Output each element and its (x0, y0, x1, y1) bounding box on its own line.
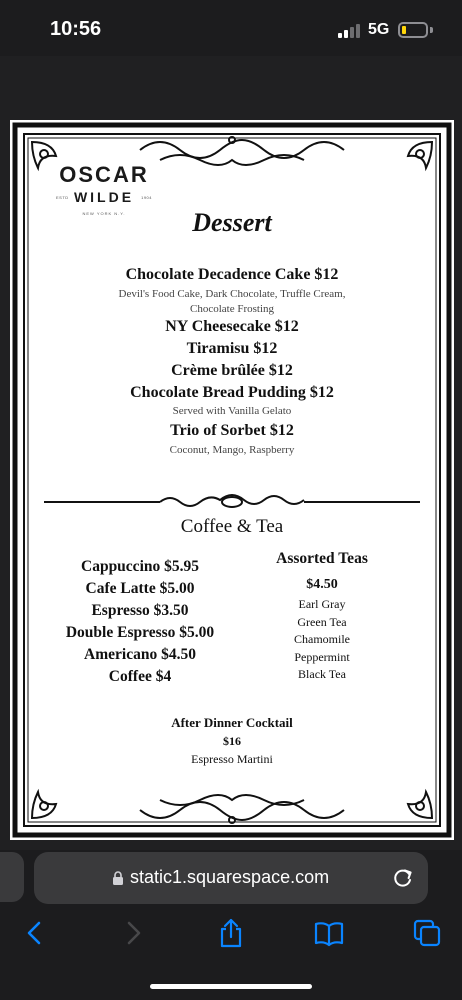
status-time: 10:56 (50, 18, 102, 40)
status-bar (0, 0, 462, 56)
previous-tab-peek[interactable] (0, 852, 24, 902)
tabs-icon[interactable] (412, 918, 442, 948)
menu-item-description: Chocolate Frosting (189, 303, 275, 315)
menu-item: Chocolate Decadence Cake $12 (125, 266, 339, 283)
logo-subline: NEW YORK N.Y. (82, 211, 126, 216)
logo-bottom-text: WILDE (73, 189, 135, 205)
logo-year: 1904 (141, 195, 152, 200)
tea-list (254, 548, 390, 684)
coffee-item: Double Espresso $5.00 (65, 624, 215, 641)
cocktail-price: $16 (223, 734, 241, 748)
tea-item: Chamomile (294, 632, 350, 646)
menu-item: Crème brûlée $12 (171, 362, 293, 379)
logo-estd: ESTD (56, 195, 69, 200)
tea-price: $4.50 (306, 577, 338, 592)
url-text[interactable]: static1.squarespace.com (130, 867, 330, 887)
menu-item: Tiramisu $12 (186, 340, 278, 357)
menu-item: Chocolate Bread Pudding $12 (130, 384, 334, 401)
coffee-item: Espresso $3.50 (91, 602, 189, 619)
cocktail-heading: After Dinner Cocktail (171, 715, 293, 730)
tea-item: Earl Gray (298, 597, 346, 611)
menu-item: Trio of Sorbet $12 (170, 422, 294, 439)
coffee-item: Americano $4.50 (84, 646, 196, 663)
share-icon[interactable] (216, 918, 246, 948)
cocktail-item: Espresso Martini (191, 752, 273, 766)
coffee-list (50, 556, 230, 688)
forward-icon[interactable] (118, 918, 148, 948)
coffee-item: Cappuccino $5.95 (81, 558, 199, 575)
dessert-menu-image[interactable] (10, 120, 454, 840)
reload-icon[interactable] (392, 867, 414, 889)
tea-item: Black Tea (298, 667, 346, 681)
menu-item-description: Devil's Food Cake, Dark Chocolate, Truffle Cream, (118, 288, 346, 300)
logo-top-text: OSCAR (59, 162, 149, 187)
cellular-signal-icon (338, 24, 362, 38)
cocktail-section (100, 714, 364, 768)
battery-icon (398, 22, 428, 38)
battery-level-fill (402, 26, 406, 34)
menu-item-description: Served with Vanilla Gelato (172, 405, 292, 417)
tea-item: Green Tea (297, 614, 347, 629)
tea-heading: Assorted Teas (276, 550, 368, 567)
coffee-item: Coffee $4 (108, 668, 172, 685)
lock-icon (112, 871, 124, 885)
back-icon[interactable] (20, 918, 50, 948)
menu-item: NY Cheesecake $12 (165, 318, 299, 335)
battery-tip (430, 27, 433, 33)
coffee-item: Cafe Latte $5.00 (85, 580, 195, 597)
dessert-heading: Dessert (192, 208, 272, 237)
bookmarks-icon[interactable] (314, 918, 344, 948)
home-indicator[interactable] (150, 984, 312, 989)
network-type: 5G (368, 21, 390, 38)
tea-item: Peppermint (294, 649, 350, 664)
menu-item-description: Coconut, Mango, Raspberry (169, 444, 295, 456)
coffee-tea-heading: Coffee & Tea (180, 516, 284, 537)
